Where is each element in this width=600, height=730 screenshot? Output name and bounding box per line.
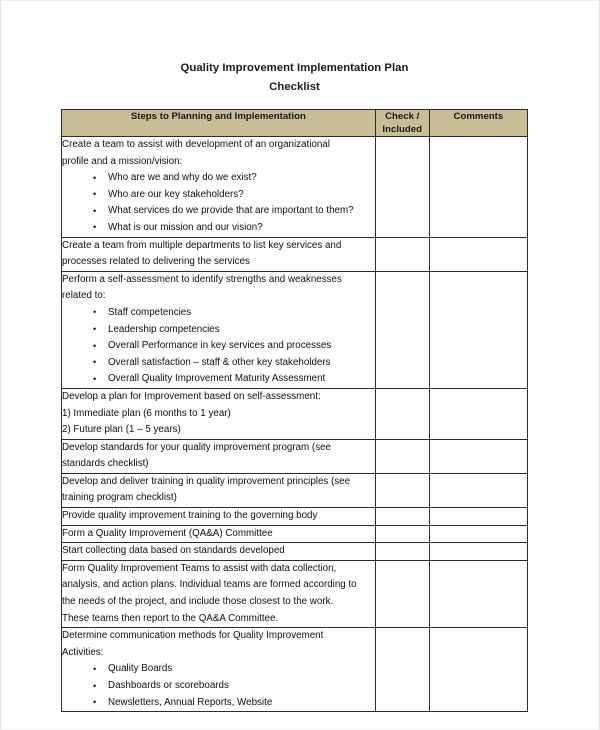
step-text-line: standards checklist) [62, 458, 149, 470]
check-included-cell[interactable] [375, 237, 429, 271]
step-description-cell [62, 543, 376, 561]
step-bullet-item: • Newsletters, Annual Reports, Website [62, 695, 375, 712]
page-title [61, 59, 528, 97]
step-bullet-item: • What is our mission and our vision? [62, 220, 375, 237]
step-bullet-item: • What services do we provide that are important to them? [62, 203, 375, 220]
step-bullet-item: • Leadership competencies [62, 322, 375, 339]
step-text-line: Develop a plan for Improvement based on self-assessment: [62, 390, 321, 402]
step-bullet-list [62, 661, 375, 711]
page-title-line-2: Checklist [269, 81, 320, 93]
table-row [62, 543, 528, 561]
step-text-line: 2) Future plan (1 – 5 years) [62, 424, 181, 436]
step-bullet-item: • Staff competencies [62, 305, 375, 322]
check-included-cell[interactable] [375, 271, 429, 388]
step-text-line: Create a team from multiple departments to list key services and [62, 239, 342, 251]
step-text-line: profile and a mission/vision: [62, 155, 183, 167]
step-bullet-item: • Dashboards or scoreboards [62, 678, 375, 695]
step-description-cell [62, 525, 376, 543]
step-bullet-item: • Who are we and why do we exist? [62, 170, 375, 187]
table-row [62, 388, 528, 439]
column-header-comments: Comments [429, 110, 527, 137]
step-text-line: Provide quality improvement training to the governing body [62, 510, 318, 522]
table-header-row [62, 110, 528, 137]
column-header-check-included [375, 110, 429, 137]
step-bullet-item: • Who are our key stakeholders? [62, 187, 375, 204]
step-text-line: Develop and deliver training in quality improvement principles (see [62, 475, 351, 487]
step-bullet-item: • Overall Performance in key services and processes [62, 338, 375, 355]
check-included-cell[interactable] [375, 137, 429, 238]
comments-cell[interactable] [429, 508, 527, 526]
step-text-line: Start collecting data based on standards developed [62, 545, 285, 557]
column-header-check-line-2: Included [382, 124, 423, 135]
table-row [62, 560, 528, 627]
column-header-steps: Steps to Planning and Implementation [62, 110, 376, 137]
comments-cell[interactable] [429, 473, 527, 507]
check-included-cell[interactable] [375, 473, 429, 507]
page-title-line-1: Quality Improvement Implementation Plan [180, 62, 409, 74]
step-bullet-item: • Quality Boards [62, 661, 375, 678]
step-bullet-item: • Overall Quality Improvement Maturity Assessment [62, 371, 375, 388]
comments-cell[interactable] [429, 628, 527, 712]
step-text-line: training program checklist) [62, 492, 177, 504]
table-row [62, 137, 528, 238]
check-included-cell[interactable] [375, 439, 429, 473]
step-description-cell [62, 237, 376, 271]
step-bullet-list [62, 170, 375, 236]
table-row [62, 271, 528, 388]
step-text-line: Form Quality Improvement Teams to assist with data collection, [62, 562, 337, 574]
step-text-line: analysis, and action plans. Individual teams are formed according to [62, 579, 357, 591]
step-text-line: related to: [62, 290, 106, 302]
comments-cell[interactable] [429, 388, 527, 439]
checklist-table [61, 109, 528, 712]
step-description-cell [62, 439, 376, 473]
table-row [62, 508, 528, 526]
step-text-line: the needs of the project, and include those closest to the work. [62, 596, 334, 608]
step-text-line: Determine communication methods for Quality Improvement [62, 630, 324, 642]
step-text-line: 1) Immediate plan (6 months to 1 year) [62, 407, 231, 419]
comments-cell[interactable] [429, 560, 527, 627]
table-row [62, 628, 528, 712]
comments-cell[interactable] [429, 137, 527, 238]
step-text-line: processes related to delivering the services [62, 256, 250, 268]
comments-cell[interactable] [429, 439, 527, 473]
step-text-line: Create a team to assist with development of an organizational [62, 139, 330, 150]
step-text-line: Form a Quality Improvement (QA&A) Committee [62, 527, 273, 539]
step-description-cell [62, 388, 376, 439]
table-row [62, 439, 528, 473]
step-bullet-item: • Overall satisfaction – staff & other key stakeholders [62, 355, 375, 372]
comments-cell[interactable] [429, 237, 527, 271]
table-header [62, 110, 528, 137]
step-text-line: These teams then report to the QA&A Committee. [62, 612, 279, 624]
step-description-cell [62, 137, 376, 238]
step-text-line: Activities: [62, 646, 104, 658]
check-included-cell[interactable] [375, 508, 429, 526]
step-text-line: Develop standards for your quality improvement program (see [62, 441, 331, 453]
comments-cell[interactable] [429, 543, 527, 561]
step-description-cell [62, 508, 376, 526]
table-row [62, 473, 528, 507]
column-header-check-line-1: Check / [385, 111, 420, 122]
check-included-cell[interactable] [375, 388, 429, 439]
table-row [62, 525, 528, 543]
comments-cell[interactable] [429, 271, 527, 388]
check-included-cell[interactable] [375, 543, 429, 561]
step-description-cell [62, 473, 376, 507]
step-bullet-list [62, 305, 375, 388]
check-included-cell[interactable] [375, 525, 429, 543]
step-text-line: Perform a self-assessment to identify strengths and weaknesses [62, 273, 342, 285]
step-description-cell [62, 271, 376, 388]
step-description-cell [62, 560, 376, 627]
check-included-cell[interactable] [375, 628, 429, 712]
table-body [62, 137, 528, 712]
step-description-cell [62, 628, 376, 712]
check-included-cell[interactable] [375, 560, 429, 627]
comments-cell[interactable] [429, 525, 527, 543]
table-row [62, 237, 528, 271]
